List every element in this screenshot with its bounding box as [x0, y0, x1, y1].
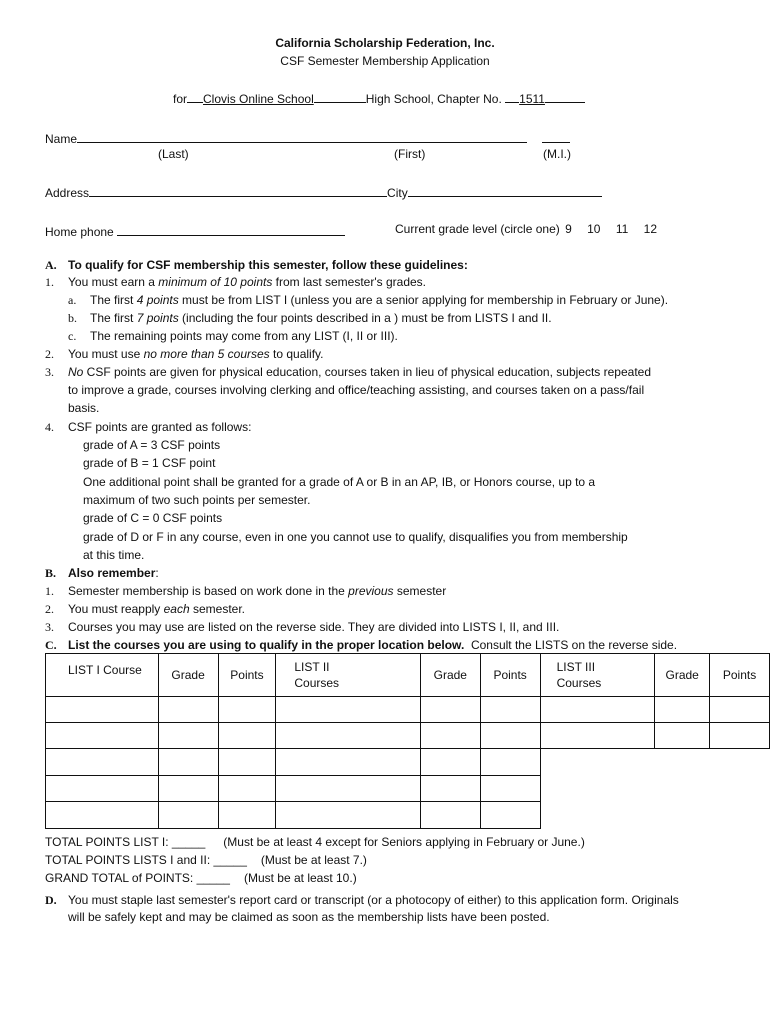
list2-points-cell[interactable] — [480, 697, 540, 723]
col-header-points2: Points — [480, 654, 540, 697]
section-d-line2: will be safely kept and may be claimed as soon as the membership lists have been posted. — [68, 910, 550, 924]
org-title: California Scholarship Federation, Inc. — [275, 36, 495, 50]
list3-points-cell[interactable] — [710, 723, 770, 749]
a-item1-num: 1. — [45, 275, 54, 289]
courses-table — [45, 653, 770, 829]
section-a-marker: A. — [45, 258, 57, 272]
a-item4-num: 4. — [45, 420, 54, 434]
list1-course-cell[interactable] — [46, 802, 159, 829]
city-label: City — [387, 186, 408, 200]
section-c-heading: List the courses you are using to qualify in the proper location below. Consult the LISTS on the reverse side. — [68, 638, 678, 652]
col-header-points3: Points — [710, 654, 770, 697]
table-row — [46, 776, 770, 802]
list2-points-cell[interactable] — [480, 723, 540, 749]
section-c-marker: C. — [45, 638, 57, 652]
list2-course-cell[interactable] — [276, 749, 421, 776]
list3-points-cell[interactable] — [710, 697, 770, 723]
address-label: Address — [45, 186, 90, 200]
col-header-list2: LIST II Courses — [276, 654, 421, 697]
list1-points-cell[interactable] — [218, 697, 276, 723]
mi-field[interactable] — [542, 129, 570, 143]
honors-rule-line2: maximum of two such points per semester. — [83, 493, 311, 507]
total-list1: TOTAL POINTS LIST I: _____ (Must be at least 4 except for Seniors applying in February or June.) — [45, 835, 585, 849]
b-item2-num: 2. — [45, 602, 54, 616]
phone-field[interactable] — [117, 222, 345, 236]
last-caption: (Last) — [158, 147, 189, 161]
col-header-list1: LIST I Course — [46, 654, 159, 697]
name-row — [45, 129, 570, 146]
grade-b-rule: grade of B = 1 CSF point — [83, 456, 216, 470]
school-name[interactable]: Clovis Online School — [203, 92, 314, 106]
table-row — [46, 749, 770, 776]
a-item2-num: 2. — [45, 347, 54, 361]
a-sub-b-marker: b. — [68, 311, 77, 325]
a-item4: CSF points are granted as follows: — [68, 420, 252, 434]
a-item3-line2: to improve a grade, courses involving clerking and office/teaching assisting, and courses taken on a pass/fail — [68, 383, 645, 397]
chapter-no[interactable]: 1511 — [519, 92, 545, 106]
grade-option-10[interactable]: 10 — [587, 222, 601, 236]
hs-label: High School, Chapter No. — [365, 92, 502, 106]
grade-option-11[interactable]: 11 — [615, 222, 629, 236]
grand-total-label[interactable]: GRAND TOTAL of POINTS: _____ — [45, 871, 230, 885]
first-caption: (First) — [394, 147, 426, 161]
grade-option-12[interactable]: 12 — [643, 222, 657, 236]
list1-points-cell[interactable] — [218, 723, 276, 749]
list2-grade-cell[interactable] — [420, 749, 480, 776]
list2-points-cell[interactable] — [480, 749, 540, 776]
b-item1: Semester membership is based on work done in the previous semester — [68, 584, 447, 598]
chapter-line — [173, 89, 585, 106]
b-item3: Courses you may use are listed on the reverse side. They are divided into LISTS I, II, and III. — [68, 620, 560, 634]
a-item1: You must earn a minimum of 10 points from last semester's grades. — [68, 275, 427, 289]
phone-label: Home phone — [45, 225, 114, 239]
total-list1-label[interactable]: TOTAL POINTS LIST I: _____ — [45, 835, 206, 849]
list2-course-cell[interactable] — [276, 802, 421, 829]
grade-option-9[interactable]: 9 — [565, 222, 572, 236]
section-b-heading: Also remember: — [68, 566, 159, 580]
a-sub-a-marker: a. — [68, 293, 77, 307]
list2-course-cell[interactable] — [276, 776, 421, 802]
table-header-row — [46, 654, 770, 697]
phone-row — [45, 222, 345, 239]
list2-grade-cell[interactable] — [420, 802, 480, 829]
list1-points-cell[interactable] — [218, 749, 276, 776]
a-item2: You must use no more than 5 courses to qualify. — [68, 347, 324, 361]
list1-points-cell[interactable] — [218, 802, 276, 829]
grade-df-rule-line1: grade of D or F in any course, even in one you cannot use to qualify, disqualifies you from membership — [83, 530, 628, 544]
col-header-grade1: Grade — [158, 654, 218, 697]
a-sub-c-marker: c. — [68, 329, 77, 343]
list3-course-cell[interactable] — [540, 723, 655, 749]
list2-points-cell[interactable] — [480, 802, 540, 829]
list1-points-cell[interactable] — [218, 776, 276, 802]
for-label: for — [173, 92, 188, 106]
b-item3-num: 3. — [45, 620, 54, 634]
grade-df-rule-line2: at this time. — [83, 548, 145, 562]
section-d-marker: D. — [45, 893, 57, 907]
table-row — [46, 802, 770, 829]
list1-grade-cell[interactable] — [158, 749, 218, 776]
grand-total: GRAND TOTAL of POINTS: _____ (Must be at least 10.) — [45, 871, 357, 885]
name-field[interactable] — [77, 129, 527, 143]
list2-course-cell[interactable] — [276, 723, 421, 749]
mi-caption: (M.I.) — [543, 147, 571, 161]
section-a-heading: To qualify for CSF membership this semester, follow these guidelines: — [68, 258, 468, 272]
grade-level-label: Current grade level (circle one) — [395, 222, 560, 236]
list1-course-cell[interactable] — [46, 776, 159, 802]
list2-grade-cell[interactable] — [420, 723, 480, 749]
a-sub-b: The first 7 points (including the four points described in a ) must be from LISTS I and II. — [90, 311, 552, 325]
total-list12-label[interactable]: TOTAL POINTS LISTS I and II: _____ — [45, 853, 247, 867]
address-field[interactable] — [89, 183, 387, 197]
grade-c-rule: grade of C = 0 CSF points — [83, 511, 223, 525]
list1-course-cell[interactable] — [46, 723, 159, 749]
col-header-grade3: Grade — [655, 654, 710, 697]
grade-level-row — [395, 222, 657, 236]
address-row — [45, 183, 602, 200]
list1-grade-cell[interactable] — [158, 802, 218, 829]
section-d-line1: You must staple last semester's report card or transcript (or a photocopy of either) to this application form. Originals — [68, 893, 679, 907]
list3-grade-cell[interactable] — [655, 697, 710, 723]
b-item1-num: 1. — [45, 584, 54, 598]
list2-grade-cell[interactable] — [420, 697, 480, 723]
a-sub-c: The remaining points may come from any LIST (I, II or III). — [90, 329, 398, 343]
col-header-grade2: Grade — [420, 654, 480, 697]
a-item3-line1: No CSF points are given for physical education, courses taken in lieu of physical education, subjects repeated — [68, 365, 651, 379]
city-field[interactable] — [408, 183, 602, 197]
table-row — [46, 723, 770, 749]
b-item2: You must reapply each semester. — [68, 602, 246, 616]
list3-grade-cell[interactable] — [655, 723, 710, 749]
list3-course-cell[interactable] — [540, 697, 655, 723]
list2-grade-cell[interactable] — [420, 776, 480, 802]
list2-course-cell[interactable] — [276, 697, 421, 723]
section-b-marker: B. — [45, 566, 57, 580]
list1-grade-cell[interactable] — [158, 697, 218, 723]
form-title: CSF Semester Membership Application — [280, 54, 490, 68]
list1-course-cell[interactable] — [46, 697, 159, 723]
list2-points-cell[interactable] — [480, 776, 540, 802]
col-header-points1: Points — [218, 654, 276, 697]
total-list1-2: TOTAL POINTS LISTS I and II: _____ (Must be at least 7.) — [45, 853, 367, 867]
grade-a-rule: grade of A = 3 CSF points — [83, 438, 221, 452]
list1-course-cell[interactable] — [46, 749, 159, 776]
col-header-list3: LIST III Courses — [540, 654, 655, 697]
a-sub-a: The first 4 points must be from LIST I (unless you are a senior applying for membership in February or June). — [90, 293, 669, 307]
honors-rule-line1: One additional point shall be granted for a grade of A or B in an AP, IB, or Honors course, up to a — [83, 475, 596, 489]
a-item3-num: 3. — [45, 365, 54, 379]
table-row — [46, 697, 770, 723]
a-item3-line3: basis. — [68, 401, 100, 415]
list1-grade-cell[interactable] — [158, 723, 218, 749]
name-label: Name — [45, 132, 78, 146]
list1-grade-cell[interactable] — [158, 776, 218, 802]
